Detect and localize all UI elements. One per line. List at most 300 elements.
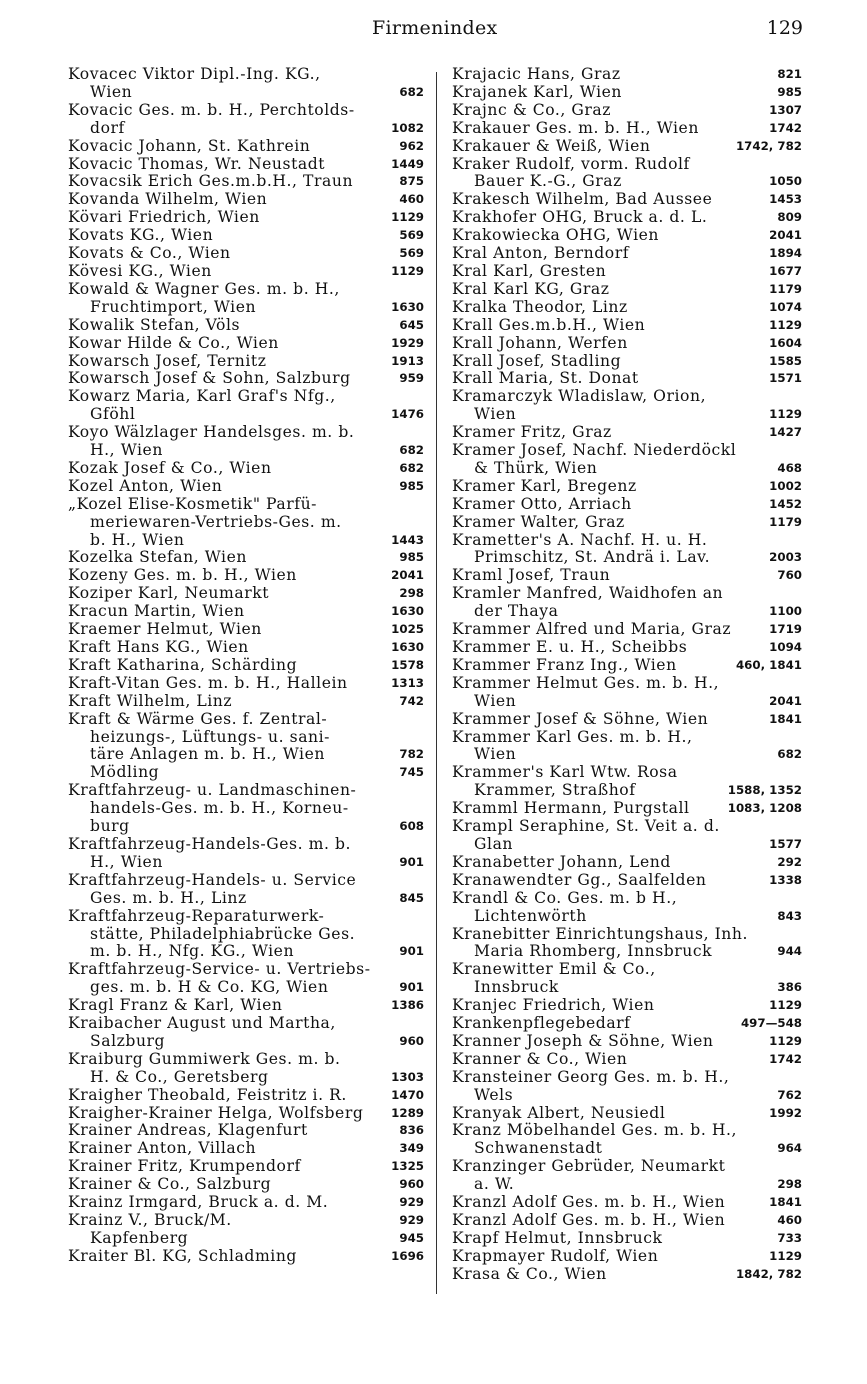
entry-name: Kövari Friedrich, Wien	[68, 208, 260, 227]
index-entry	[68, 1248, 424, 1266]
index-entry	[452, 890, 802, 926]
entry-page-ref: 760	[777, 568, 802, 583]
index-entry	[452, 1194, 802, 1212]
index-entry	[68, 1122, 424, 1140]
entry-name: Kracun Martin, Wien	[68, 602, 245, 621]
index-entry	[452, 1212, 802, 1230]
entry-page-ref: 1025	[391, 622, 424, 637]
entry-page-ref: 845	[399, 890, 424, 905]
entry-name: Krajnc & Co., Graz	[452, 100, 612, 119]
entry-name: Kraiter Bl. KG, Schladming	[68, 1246, 297, 1265]
entry-name: Kövesi KG., Wien	[68, 261, 212, 280]
entry-name: Kranabetter Johann, Lend	[452, 852, 671, 871]
entry-name: Krall Johann, Werfen	[452, 333, 628, 352]
entry-page-ref: 1094	[769, 640, 802, 654]
entry-name: Kovanda Wilhelm, Wien	[68, 190, 268, 209]
entry-name: Kranzl Adolf Ges. m. b. H., Wien	[452, 1211, 726, 1229]
index-entry	[452, 317, 802, 335]
index-entry	[452, 388, 802, 424]
entry-name: Kralka Theodor, Linz	[452, 297, 628, 316]
entry-name: Kraftfahrzeug-Reparaturwerk- stätte, Philadelphiabrücke Ges. m. b. H., Nfg. KG., Wien	[68, 906, 356, 961]
index-entry	[452, 800, 802, 818]
entry-name: Mödling	[68, 763, 160, 782]
index-entry	[68, 872, 424, 908]
entry-name: Krapmayer Rudolf, Wien	[452, 1246, 659, 1265]
index-entry	[452, 621, 802, 639]
entry-page-ref: 1992	[769, 1105, 802, 1120]
entry-name: Krasa & Co., Wien	[452, 1264, 607, 1283]
entry-name: Kraft Hans KG., Wien	[68, 638, 249, 656]
entry-page-ref: 1476	[391, 407, 424, 422]
index-entry	[68, 836, 424, 872]
index-entry	[68, 1176, 424, 1194]
index-column-right	[452, 66, 802, 1284]
entry-page-ref: 2041	[769, 693, 802, 708]
entry-name: Kramarczyk Wladislaw, Orion, Wien	[452, 387, 707, 424]
index-entry	[68, 961, 424, 997]
entry-page-ref: 1577	[769, 836, 802, 851]
entry-page-ref: 1129	[769, 998, 802, 1013]
index-entry	[452, 926, 802, 962]
entry-name: Kranyak Albert, Neusiedl	[452, 1103, 666, 1122]
index-entry	[452, 1248, 802, 1266]
entry-page-ref: 1449	[391, 156, 424, 171]
entry-page-ref: 929	[399, 1213, 424, 1227]
entry-name: Krandl & Co. Ges. m. b H., Lichtenwörth	[452, 888, 678, 925]
entry-name: Kramml Hermann, Purgstall	[452, 799, 690, 818]
entry-name: Krakauer & Weiß, Wien	[452, 136, 651, 155]
index-entry	[452, 156, 802, 192]
entry-page-ref: 1303	[391, 1069, 424, 1084]
entry-name: Kapfenberg	[68, 1228, 189, 1247]
entry-name: Kraftfahrzeug-Handels- u. Service Ges. m. b. H., Linz	[68, 870, 357, 907]
index-entry	[68, 657, 424, 675]
entry-name: Krammer's Karl Wtw. Rosa Krammer, Straßhof	[452, 763, 678, 800]
entry-page-ref: 875	[399, 174, 424, 189]
index-entry	[68, 567, 424, 585]
index-entry	[68, 764, 424, 782]
index-entry	[452, 353, 802, 371]
index-entry	[452, 585, 802, 621]
entry-page-ref: 1129	[391, 263, 424, 278]
entry-page-ref: 1571	[769, 371, 802, 386]
index-entry	[452, 675, 802, 711]
entry-page-ref: 1913	[391, 353, 424, 368]
index-entry	[68, 496, 424, 550]
entry-page-ref: 1588, 1352	[727, 783, 802, 798]
entry-name: Koyo Wälzlager Handelsges. m. b. H., Wien	[68, 423, 355, 460]
entry-name: Kramler Manfred, Waidhofen an der Thaya	[452, 584, 724, 621]
entry-name: Kowarz Maria, Karl Graf's Nfg., Gföhl	[68, 387, 336, 424]
entry-page-ref: 1129	[391, 210, 424, 225]
index-entry	[68, 1194, 424, 1212]
entry-page-ref: 836	[399, 1123, 424, 1138]
entry-page-ref: 1179	[769, 514, 802, 529]
entry-page-ref: 1578	[391, 657, 424, 672]
entry-page-ref: 1841	[769, 1195, 802, 1210]
entry-page-ref: 960	[399, 1033, 424, 1048]
index-entry	[68, 478, 424, 496]
entry-name: Krainer Fritz, Krumpendorf	[68, 1157, 301, 1176]
entry-page-ref: 349	[399, 1141, 424, 1156]
entry-name: „Kozel Elise-Kosmetik" Parfü- meriewaren-Vertriebs-Ges. m. b. H., Wien	[68, 494, 342, 549]
entry-name: Kranner & Co., Wien	[452, 1049, 628, 1068]
index-entry	[452, 1105, 802, 1123]
entry-page-ref: 1338	[769, 872, 802, 887]
entry-name: Kozel Anton, Wien	[68, 476, 223, 495]
index-entry	[452, 567, 802, 585]
entry-name: Krainz Irmgard, Bruck a. d. M.	[68, 1193, 329, 1212]
entry-page-ref: 985	[399, 550, 424, 565]
index-entry	[452, 764, 802, 800]
index-entry	[452, 961, 802, 997]
entry-name: Kowar Hilde & Co., Wien	[68, 333, 279, 352]
index-entry	[452, 729, 802, 765]
entry-name: Kraibacher August und Martha, Salzburg	[68, 1014, 336, 1050]
entry-page-ref: 1452	[769, 496, 802, 511]
entry-name: Kragl Franz & Karl, Wien	[68, 996, 283, 1015]
index-entry	[68, 1087, 424, 1105]
entry-name: Krakesch Wilhelm, Bad Aussee	[452, 190, 713, 209]
entry-page-ref: 733	[777, 1230, 802, 1245]
entry-name: Krakauer Ges. m. b. H., Wien	[452, 118, 699, 137]
index-entry	[68, 191, 424, 209]
entry-name: Kral Anton, Berndorf	[452, 244, 630, 263]
entry-page-ref: 298	[777, 1177, 802, 1192]
entry-page-ref: 1630	[391, 604, 424, 619]
entry-page-ref: 1604	[769, 335, 802, 350]
entry-page-ref: 682	[399, 460, 424, 475]
entry-name: Kozelka Stefan, Wien	[68, 548, 247, 567]
entry-name: Kranjec Friedrich, Wien	[452, 996, 655, 1015]
index-entry	[452, 1051, 802, 1069]
entry-name: Kraml Josef, Traun	[452, 566, 611, 585]
entry-page-ref: 809	[777, 210, 802, 225]
entry-page-ref: 929	[399, 1195, 424, 1210]
page-number: 129	[766, 17, 803, 39]
entry-page-ref: 608	[399, 819, 424, 834]
index-entry	[68, 1015, 424, 1051]
entry-name: Krakhofer OHG, Bruck a. d. L.	[452, 208, 708, 227]
index-entry	[452, 1158, 802, 1194]
entry-name: Kovacic Thomas, Wr. Neustadt	[68, 154, 326, 173]
index-entry	[452, 335, 802, 353]
entry-name: Krall Ges.m.b.H., Wien	[452, 315, 646, 334]
entry-name: Kozak Josef & Co., Wien	[68, 458, 272, 477]
entry-name: Kraft Katharina, Schärding	[68, 655, 298, 674]
entry-page-ref: 1894	[769, 246, 802, 261]
entry-page-ref: 569	[399, 228, 424, 243]
index-entry	[68, 263, 424, 281]
entry-name: Krammer E. u. H., Scheibbs	[452, 638, 688, 656]
entry-name: Kranebitter Einrichtungshaus, Inh. Maria Rhomberg, Innsbruck	[452, 924, 748, 961]
index-entry	[68, 693, 424, 711]
entry-name: Kraft Wilhelm, Linz	[68, 691, 233, 710]
entry-page-ref: 1050	[769, 174, 802, 189]
entry-name: Krankenpflegebedarf	[452, 1014, 631, 1033]
index-entry	[68, 370, 424, 388]
index-entry	[68, 549, 424, 567]
entry-page-ref: 460, 1841	[735, 657, 802, 672]
entry-name: Kraiburg Gummiwerk Ges. m. b. H. & Co., Geretsberg	[68, 1049, 341, 1086]
entry-name: Kraemer Helmut, Wien	[68, 620, 262, 639]
entry-page-ref: 985	[399, 478, 424, 493]
index-entry	[68, 621, 424, 639]
index-entry	[452, 442, 802, 478]
index-entry	[68, 908, 424, 962]
index-entry	[68, 1230, 424, 1248]
index-entry	[452, 496, 802, 514]
entry-page-ref: 944	[777, 944, 802, 959]
entry-page-ref: 945	[399, 1230, 424, 1245]
entry-name: Kramer Otto, Arriach	[452, 494, 632, 513]
entry-name: Kraker Rudolf, vorm. Rudolf Bauer K.-G., Graz	[452, 154, 690, 191]
index-entry	[68, 317, 424, 335]
entry-page-ref: 1129	[769, 407, 802, 422]
entry-name: Kranewitter Emil & Co., Innsbruck	[452, 960, 656, 997]
index-entry	[452, 281, 802, 299]
entry-name: Kovats KG., Wien	[68, 226, 214, 245]
entry-name: Kraftfahrzeug- u. Landmaschinen- handels-Ges. m. b. H., Korneu- burg	[68, 781, 357, 836]
index-entry	[452, 532, 802, 568]
entry-name: Kranzl Adolf Ges. m. b. H., Wien	[452, 1193, 726, 1212]
entry-page-ref: 821	[777, 67, 802, 81]
entry-page-ref: 1179	[769, 281, 802, 296]
entry-page-ref: 682	[399, 443, 424, 458]
entry-name: Kowarsch Josef & Sohn, Salzburg	[68, 369, 351, 388]
entry-name: Kranz Möbelhandel Ges. m. b. H., Schwanenstadt	[452, 1121, 738, 1158]
index-entry	[68, 1051, 424, 1087]
entry-page-ref: 1074	[769, 299, 802, 314]
entry-page-ref: 1002	[769, 478, 802, 493]
entry-page-ref: 2041	[769, 228, 802, 243]
index-entry	[68, 782, 424, 836]
entry-page-ref: 742	[399, 693, 424, 708]
index-entry	[452, 102, 802, 120]
entry-name: Kovacic Ges. m. b. H., Perchtolds- dorf	[68, 100, 355, 137]
entry-name: Kovats & Co., Wien	[68, 244, 231, 263]
entry-page-ref: 1841	[769, 711, 802, 726]
entry-page-ref: 843	[777, 908, 802, 923]
index-entry	[452, 227, 802, 245]
entry-page-ref: 1427	[769, 425, 802, 440]
entry-page-ref: 1742	[769, 120, 802, 135]
entry-name: Krajacic Hans, Graz	[452, 65, 621, 83]
entry-name: Krammer Franz Ing., Wien	[452, 655, 677, 674]
index-entry	[452, 872, 802, 890]
index-entry	[68, 675, 424, 693]
entry-name: Krampl Seraphine, St. Veit a. d. Glan	[452, 817, 720, 853]
index-entry	[68, 335, 424, 353]
entry-page-ref: 460	[399, 192, 424, 207]
entry-name: Krall Maria, St. Donat	[452, 369, 639, 388]
index-entry	[68, 1158, 424, 1176]
index-entry	[452, 1122, 802, 1158]
index-entry	[68, 1105, 424, 1123]
index-entry	[452, 711, 802, 729]
entry-page-ref: 298	[399, 586, 424, 601]
entry-page-ref: 1929	[391, 335, 424, 350]
index-entry	[452, 854, 802, 872]
index-entry	[452, 1033, 802, 1051]
index-entry	[68, 1212, 424, 1230]
entry-name: Kranzinger Gebrüder, Neumarkt a. W.	[452, 1157, 726, 1194]
index-entry	[452, 1069, 802, 1105]
index-entry	[68, 173, 424, 191]
index-entry	[68, 603, 424, 621]
entry-name: Kramer Josef, Nachf. Niederdöckl & Thürk, Wien	[452, 441, 737, 477]
entry-page-ref: 2003	[769, 550, 802, 565]
entry-page-ref: 1100	[769, 604, 802, 619]
index-entry	[68, 156, 424, 174]
entry-page-ref: 1325	[391, 1159, 424, 1174]
entry-page-ref: 386	[777, 980, 802, 995]
entry-name: Krakowiecka OHG, Wien	[452, 226, 659, 245]
entry-page-ref: 964	[777, 1141, 802, 1156]
entry-name: Kowalik Stefan, Völs	[68, 315, 241, 334]
entry-page-ref: 1443	[391, 532, 424, 547]
index-entry	[452, 657, 802, 675]
entry-page-ref: 1630	[391, 640, 424, 654]
entry-page-ref: 497—548	[740, 1016, 802, 1031]
index-entry	[68, 1140, 424, 1158]
entry-page-ref: 901	[399, 944, 424, 959]
entry-name: Krapf Helmut, Innsbruck	[452, 1228, 663, 1247]
entry-page-ref: 985	[777, 84, 802, 99]
entry-page-ref: 1453	[769, 192, 802, 207]
entry-page-ref: 959	[399, 371, 424, 386]
entry-name: Kraftfahrzeug-Handels-Ges. m. b. H., Wien	[68, 834, 351, 871]
index-entry	[68, 138, 424, 156]
entry-page-ref: 1842, 782	[735, 1266, 802, 1281]
index-entry	[452, 120, 802, 138]
index-entry	[452, 1230, 802, 1248]
entry-page-ref: 569	[399, 246, 424, 261]
index-entry	[68, 639, 424, 657]
entry-page-ref: 962	[399, 138, 424, 153]
entry-page-ref: 1289	[391, 1105, 424, 1120]
index-entry	[452, 191, 802, 209]
entry-name: Krametter's A. Nachf. H. u. H. Primschitz, St. Andrä i. Lav.	[452, 530, 711, 567]
entry-name: Kraft-Vitan Ges. m. b. H., Hallein	[68, 673, 348, 692]
entry-name: Kraftfahrzeug-Service- u. Vertriebs- ges. m. b. H & Co. KG, Wien	[68, 960, 371, 997]
entry-name: Krammer Helmut Ges. m. b. H., Wien	[452, 673, 720, 710]
entry-page-ref: 645	[399, 317, 424, 332]
entry-page-ref: 1129	[769, 1033, 802, 1048]
entry-page-ref: 460	[777, 1213, 802, 1227]
index-entry	[452, 1015, 802, 1033]
entry-name: Kral Karl KG, Graz	[452, 279, 610, 298]
index-entry	[452, 84, 802, 102]
index-entry	[68, 997, 424, 1015]
entry-name: Krammer Karl Ges. m. b. H., Wien	[452, 727, 693, 764]
index-entry	[452, 245, 802, 263]
entry-name: Kovacec Viktor Dipl.-Ing. KG., Wien	[68, 65, 321, 101]
entry-page-ref: 960	[399, 1177, 424, 1192]
entry-name: Kramer Karl, Bregenz	[452, 476, 637, 495]
index-entry	[68, 460, 424, 478]
index-entry	[452, 478, 802, 496]
entry-page-ref: 682	[399, 84, 424, 99]
index-entry	[68, 585, 424, 603]
entry-page-ref: 682	[777, 747, 802, 762]
index-entry	[452, 1266, 802, 1284]
entry-page-ref: 901	[399, 980, 424, 995]
index-entry	[68, 227, 424, 245]
entry-name: Kramer Fritz, Graz	[452, 423, 612, 442]
index-entry	[452, 514, 802, 532]
entry-name: Kraft & Wärme Ges. f. Zentral- heizungs-, Lüftungs- u. sani- täre Anlagen m. b. H., Wien	[68, 709, 330, 764]
entry-name: Krammer Josef & Söhne, Wien	[452, 709, 709, 728]
entry-page-ref: 1585	[769, 353, 802, 368]
page-title: Firmenindex	[372, 17, 498, 39]
entry-name: Kramer Walter, Graz	[452, 512, 625, 531]
entry-page-ref: 1677	[769, 263, 802, 278]
entry-name: Krainer Andreas, Klagenfurt	[68, 1121, 308, 1140]
index-entry	[452, 209, 802, 227]
entry-page-ref: 468	[777, 460, 802, 475]
entry-page-ref: 1313	[391, 675, 424, 690]
entry-page-ref: 1082	[391, 120, 424, 135]
entry-page-ref: 2041	[391, 568, 424, 583]
entry-page-ref: 1129	[769, 317, 802, 332]
entry-page-ref: 1470	[391, 1087, 424, 1102]
entry-page-ref: 901	[399, 854, 424, 869]
index-entry	[452, 997, 802, 1015]
entry-page-ref: 1129	[769, 1248, 802, 1263]
entry-name: Kowarsch Josef, Ternitz	[68, 351, 267, 370]
entry-name: Kowald & Wagner Ges. m. b. H., Fruchtimport, Wien	[68, 279, 340, 316]
index-entry	[452, 263, 802, 281]
entry-name: Kransteiner Georg Ges. m. b. H., Wels	[452, 1067, 730, 1104]
index-entry	[452, 138, 802, 156]
entry-name: Krainer & Co., Salzburg	[68, 1175, 272, 1194]
index-entry	[452, 299, 802, 317]
index-entry	[68, 711, 424, 765]
page-header	[0, 17, 867, 43]
index-entry	[452, 370, 802, 388]
index-entry	[68, 102, 424, 138]
entry-name: Krainz V., Bruck/M.	[68, 1211, 232, 1229]
entry-name: Koziper Karl, Neumarkt	[68, 584, 270, 603]
entry-name: Krammer Alfred und Maria, Graz	[452, 620, 732, 639]
entry-page-ref: 1630	[391, 299, 424, 314]
index-entry	[68, 424, 424, 460]
entry-page-ref: 745	[399, 765, 424, 780]
entry-page-ref: 1083, 1208	[727, 801, 802, 816]
index-entry	[68, 353, 424, 371]
entry-name: Kranawendter Gg., Saalfelden	[452, 870, 707, 889]
index-entry	[452, 66, 802, 84]
index-entry	[452, 424, 802, 442]
entry-page-ref: 1386	[391, 998, 424, 1013]
entry-page-ref: 1696	[391, 1248, 424, 1263]
index-entry	[452, 639, 802, 657]
index-entry	[452, 818, 802, 854]
entry-name: Kovacic Johann, St. Kathrein	[68, 136, 311, 155]
index-entry	[68, 209, 424, 227]
entry-page-ref: 762	[777, 1087, 802, 1102]
entry-page-ref: 1742	[769, 1051, 802, 1066]
entry-name: Kral Karl, Gresten	[452, 261, 607, 280]
entry-page-ref: 1719	[769, 622, 802, 637]
column-divider	[436, 72, 437, 1294]
index-entry	[68, 66, 424, 102]
entry-name: Kovacsik Erich Ges.m.b.H., Traun	[68, 172, 354, 191]
index-entry	[68, 281, 424, 317]
entry-name: Kraigher-Krainer Helga, Wolfsberg	[68, 1103, 364, 1122]
index-entry	[68, 388, 424, 424]
